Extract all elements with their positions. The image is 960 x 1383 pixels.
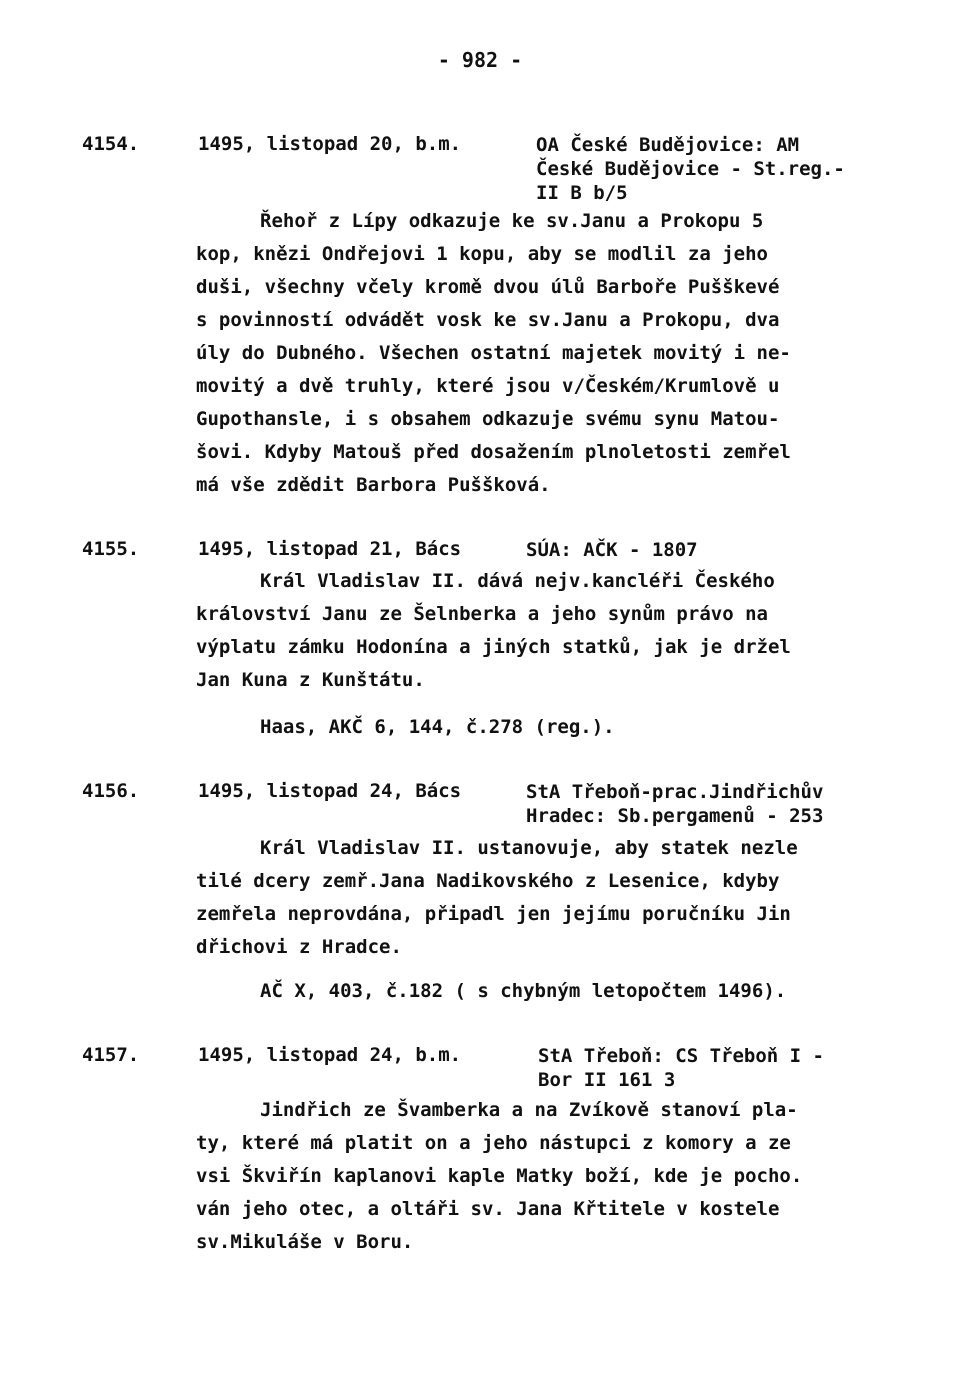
text-line: Jan Kuna z Kunštátu. [196, 669, 425, 691]
text-line: Gupothansle, i s obsahem odkazuje svému synu Matou- [196, 408, 780, 430]
entry-source [536, 133, 845, 205]
text-line: s povinností odvádět vosk ke sv.Janu a Prokopu, dva [196, 309, 780, 331]
entry-text [196, 832, 798, 964]
entry-reference: AČ X, 403, č.182 ( s chybným letopočtem 1496). [260, 980, 787, 1002]
entry-text [196, 565, 791, 697]
entry-text [196, 205, 791, 502]
source-line: II B b/5 [536, 182, 628, 204]
text-line: movitý a dvě truhly, které jsou v/Českém/Krumlově u [196, 375, 780, 397]
text-line: vsi Škviřín kaplanovi kaple Matky boží, kde je pocho. [196, 1165, 803, 1187]
text-line: duši, všechny včely kromě dvou úlů Barboře Pušškevé [196, 276, 780, 298]
page-number: - 982 - [437, 48, 523, 72]
text-line: dřichovi z Hradce. [196, 936, 402, 958]
source-line: Bor II 161 3 [538, 1069, 676, 1091]
source-line: SÚA: AČK - 1807 [526, 539, 698, 561]
text-line: Řehoř z Lípy odkazuje ke sv.Janu a Prokopu 5 [260, 210, 764, 232]
entry-number: 4157. [82, 1044, 140, 1066]
text-line: Král Vladislav II. dává nejv.kancléři Českého [260, 570, 775, 592]
source-line: OA České Budějovice: AM [536, 134, 800, 156]
text-line: sv.Mikuláše v Boru. [196, 1231, 414, 1253]
source-line: Hradec: Sb.pergamenů - 253 [526, 805, 824, 827]
text-line: zemřela neprovdána, připadl jen jejímu poručníku Jin [196, 903, 791, 925]
text-line: království Janu ze Šelnberka a jeho synům právo na [196, 603, 768, 625]
entry-date: 1495, listopad 24, Bács [198, 780, 462, 802]
text-line: výplatu zámku Hodonína a jiných statků, jak je držel [196, 636, 791, 658]
entry-number: 4154. [82, 133, 140, 155]
entry-number: 4155. [82, 538, 140, 560]
text-line: ván jeho otec, a oltáři sv. Jana Křtitele v kostele [196, 1198, 780, 1220]
text-line: má vše zdědit Barbora Puššková. [196, 474, 551, 496]
entry-source [526, 538, 698, 562]
entry-source [526, 780, 823, 828]
entry-number: 4156. [82, 780, 140, 802]
entry-reference: Haas, AKČ 6, 144, č.278 (reg.). [260, 716, 615, 738]
source-line: StA Třeboň: CS Třeboň I - [538, 1045, 824, 1067]
text-line: kop, knězi Ondřejovi 1 kopu, aby se modlil za jeho [196, 243, 768, 265]
text-line: šovi. Kdyby Matouš před dosažením plnoletosti zemřel [196, 441, 791, 463]
entry-text [196, 1094, 802, 1259]
text-line: Jindřich ze Švamberka a na Zvíkově stanoví pla- [260, 1099, 798, 1121]
text-line: tilé dcery zemř.Jana Nadikovského z Lesenice, kdyby [196, 870, 780, 892]
text-line: úly do Dubného. Všechen ostatní majetek movitý i ne- [196, 342, 791, 364]
entry-date: 1495, listopad 21, Bács [198, 538, 462, 560]
text-line: ty, které má platit on a jeho nástupci z komory a ze [196, 1132, 791, 1154]
source-line: StA Třeboň-prac.Jindřichův [526, 781, 824, 803]
entry-date: 1495, listopad 24, b.m. [198, 1044, 462, 1066]
text-line: Král Vladislav II. ustanovuje, aby statek nezle [260, 837, 798, 859]
entry-source [538, 1044, 824, 1092]
entry-date: 1495, listopad 20, b.m. [198, 133, 462, 155]
source-line: České Budějovice - St.reg.- [536, 158, 845, 180]
